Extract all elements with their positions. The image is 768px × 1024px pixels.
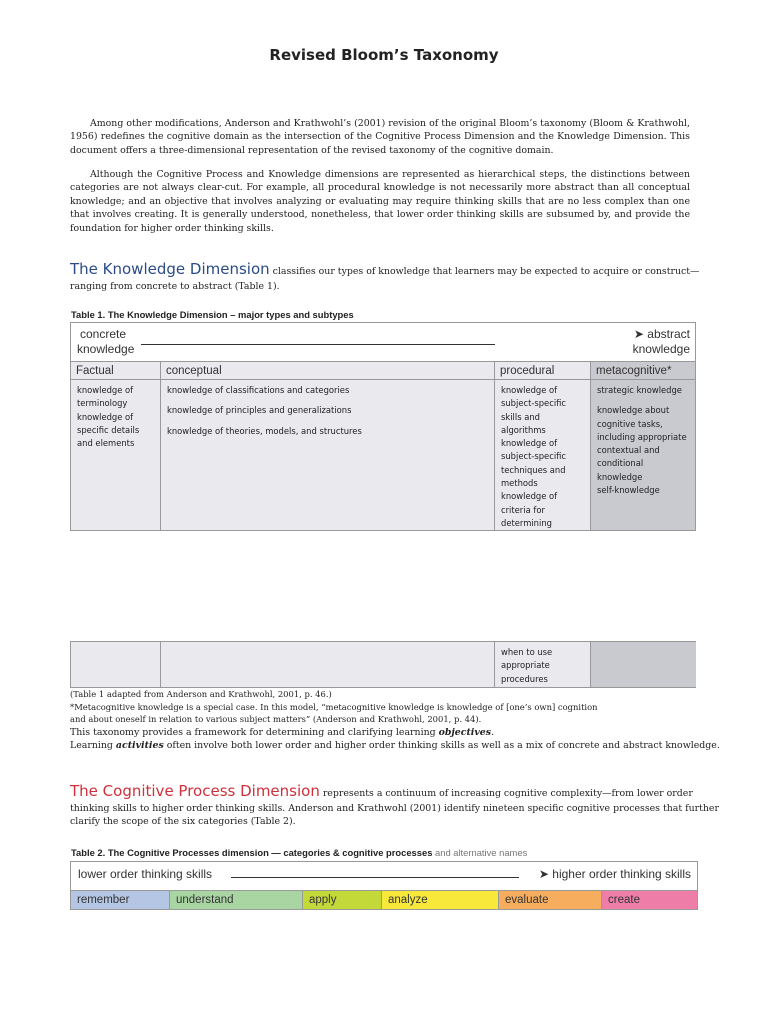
abstract-label-line2: knowledge: [632, 342, 690, 356]
table1-caption: Table 1. The Knowledge Dimension – major types and subtypes: [71, 309, 354, 320]
category-understand: [170, 891, 303, 909]
category-remember: [71, 891, 170, 909]
learning-sentence: [70, 740, 720, 751]
cell-factual: [71, 379, 161, 530]
header-factual: Factual: [71, 361, 161, 379]
table1-source-note: (Table 1 adapted from Anderson and Krathwohl, 2001, p. 46.): [70, 689, 332, 699]
concrete-label-line1: concrete: [80, 327, 127, 341]
framework-sentence: [70, 727, 494, 738]
cell-procedural: [495, 379, 591, 530]
framework-post: .: [491, 727, 495, 738]
scale-line: [231, 877, 519, 878]
page-title: Revised Bloom’s Taxonomy: [269, 46, 499, 64]
category-evaluate: [499, 891, 602, 909]
cell-metacognitive-continued: [590, 642, 696, 687]
category-label: evaluate: [505, 894, 549, 906]
conceptual-item: knowledge of theories, models, and structures: [167, 425, 362, 436]
header-conceptual: conceptual: [161, 361, 495, 379]
procedural-item: knowledge of criteria for determining: [501, 491, 558, 528]
learning-pre: Learning: [70, 740, 116, 751]
cell-metacognitive: [591, 379, 695, 530]
cognitive-section: [70, 781, 710, 800]
intro-paragraph-2: [70, 168, 690, 235]
abstract-label: [633, 327, 690, 357]
category-row: [71, 890, 697, 909]
concrete-label-line2: knowledge: [77, 342, 135, 356]
procedural-continued: when to use appropriate procedures: [501, 647, 553, 684]
higher-order-label: ➤ higher order thinking skills: [538, 867, 691, 881]
divider: [160, 642, 161, 687]
framework-pre: This taxonomy provides a framework for determining and clarifying learning: [70, 727, 439, 738]
table2-caption: [71, 847, 527, 858]
framework-emphasis: objectives: [438, 727, 492, 738]
intro-paragraph-1: [70, 117, 690, 157]
intro-p2-text: Although the Cognitive Process and Knowledge dimensions are represented as hierarchical steps, the distinctions between categories are not always clear-cut. For example, all procedural knowledge is not necessarily more abstract than all conceptual knowledge; and an objective that involves analyzing or evaluating may require thinking skills that are no less complex than one that involves creating. It is generally understood, nonetheless, that lower order thinking skills are subsumed by, and provide the foundation for higher order thinking skills.: [70, 169, 690, 234]
metacognitive-footnote-2: and about oneself in relation to various subject matters” (Anderson and Krathwohl, 2001, p. 44).: [70, 714, 482, 724]
learning-post: often involve both lower order and higher order thinking skills as well as a mix of concrete and abstract knowledge.: [163, 740, 720, 751]
category-label: remember: [77, 894, 130, 906]
scale-line: [141, 344, 495, 345]
header-metacognitive: metacognitive*: [591, 361, 695, 379]
category-label: create: [608, 894, 640, 906]
concrete-label: [77, 327, 135, 357]
category-analyze: [382, 891, 499, 909]
knowledge-text-2: ranging from concrete to abstract (Table 1).: [70, 281, 280, 292]
abstract-label-line1: ➤ abstract: [633, 327, 690, 341]
category-label: apply: [309, 894, 337, 906]
conceptual-item: knowledge of classifications and categories: [167, 385, 350, 395]
table2-caption-light: and alternative names: [432, 847, 528, 858]
category-label: understand: [176, 894, 234, 906]
metacognitive-item: knowledge about cognitive tasks, including appropriate contextual and conditional knowledge: [597, 405, 687, 482]
cognitive-text-1: represents a continuum of increasing cognitive complexity—from lower order: [319, 788, 693, 799]
knowledge-section: [70, 259, 710, 278]
cognitive-heading: The Cognitive Process Dimension: [70, 782, 320, 800]
knowledge-text-1: classifies our types of knowledge that learners may be expected to acquire or construct—: [269, 266, 700, 277]
header-procedural: procedural: [495, 361, 591, 379]
intro-p1-text: Among other modifications, Anderson and Krathwohl’s (2001) revision of the original Bloom’s taxonomy (Bloom & Krathwohl, 1956) redefines the cognitive domain as the intersection of the Cognitive Process Dimension and the Knowledge Dimension. This document offers a three-dimensional representation of the revised taxonomy of the cognitive domain.: [70, 118, 690, 156]
knowledge-table: [70, 322, 696, 531]
procedural-item: knowledge of subject-specific techniques and methods: [501, 438, 567, 489]
factual-item: knowledge of terminology: [77, 385, 134, 409]
metacognitive-item: strategic knowledge: [597, 385, 682, 395]
cognitive-text-2: thinking skills to higher order thinking skills. Anderson and Krathwohl (2001) identify nineteen specific cognitive processes that further: [70, 803, 719, 814]
knowledge-table-continued: [70, 641, 696, 688]
cognitive-text-3: clarify the scope of the six categories (Table 2).: [70, 816, 296, 827]
cell-conceptual: [161, 379, 495, 530]
factual-item: knowledge of specific details and elements: [77, 411, 140, 449]
cognitive-table: [70, 861, 698, 910]
category-apply: [303, 891, 382, 909]
metacognitive-footnote-1: *Metacognitive knowledge is a special case. In this model, “metacognitive knowledge is knowledge of [one’s own] cognition: [70, 702, 598, 712]
category-create: [602, 891, 697, 909]
learning-emphasis: activities: [115, 740, 164, 751]
category-label: analyze: [388, 894, 428, 906]
metacognitive-item: self-knowledge: [597, 485, 660, 496]
conceptual-item: knowledge of principles and generalizations: [167, 405, 352, 416]
knowledge-heading: The Knowledge Dimension: [70, 260, 270, 278]
table2-caption-main: Table 2. The Cognitive Processes dimension — categories & cognitive processes: [71, 847, 433, 858]
procedural-item: knowledge of subject-specific skills and algorithms: [501, 385, 567, 435]
table2-scale-band: [71, 862, 697, 890]
table1-scale-band: [71, 323, 695, 361]
lower-order-label: lower order thinking skills: [78, 867, 213, 881]
